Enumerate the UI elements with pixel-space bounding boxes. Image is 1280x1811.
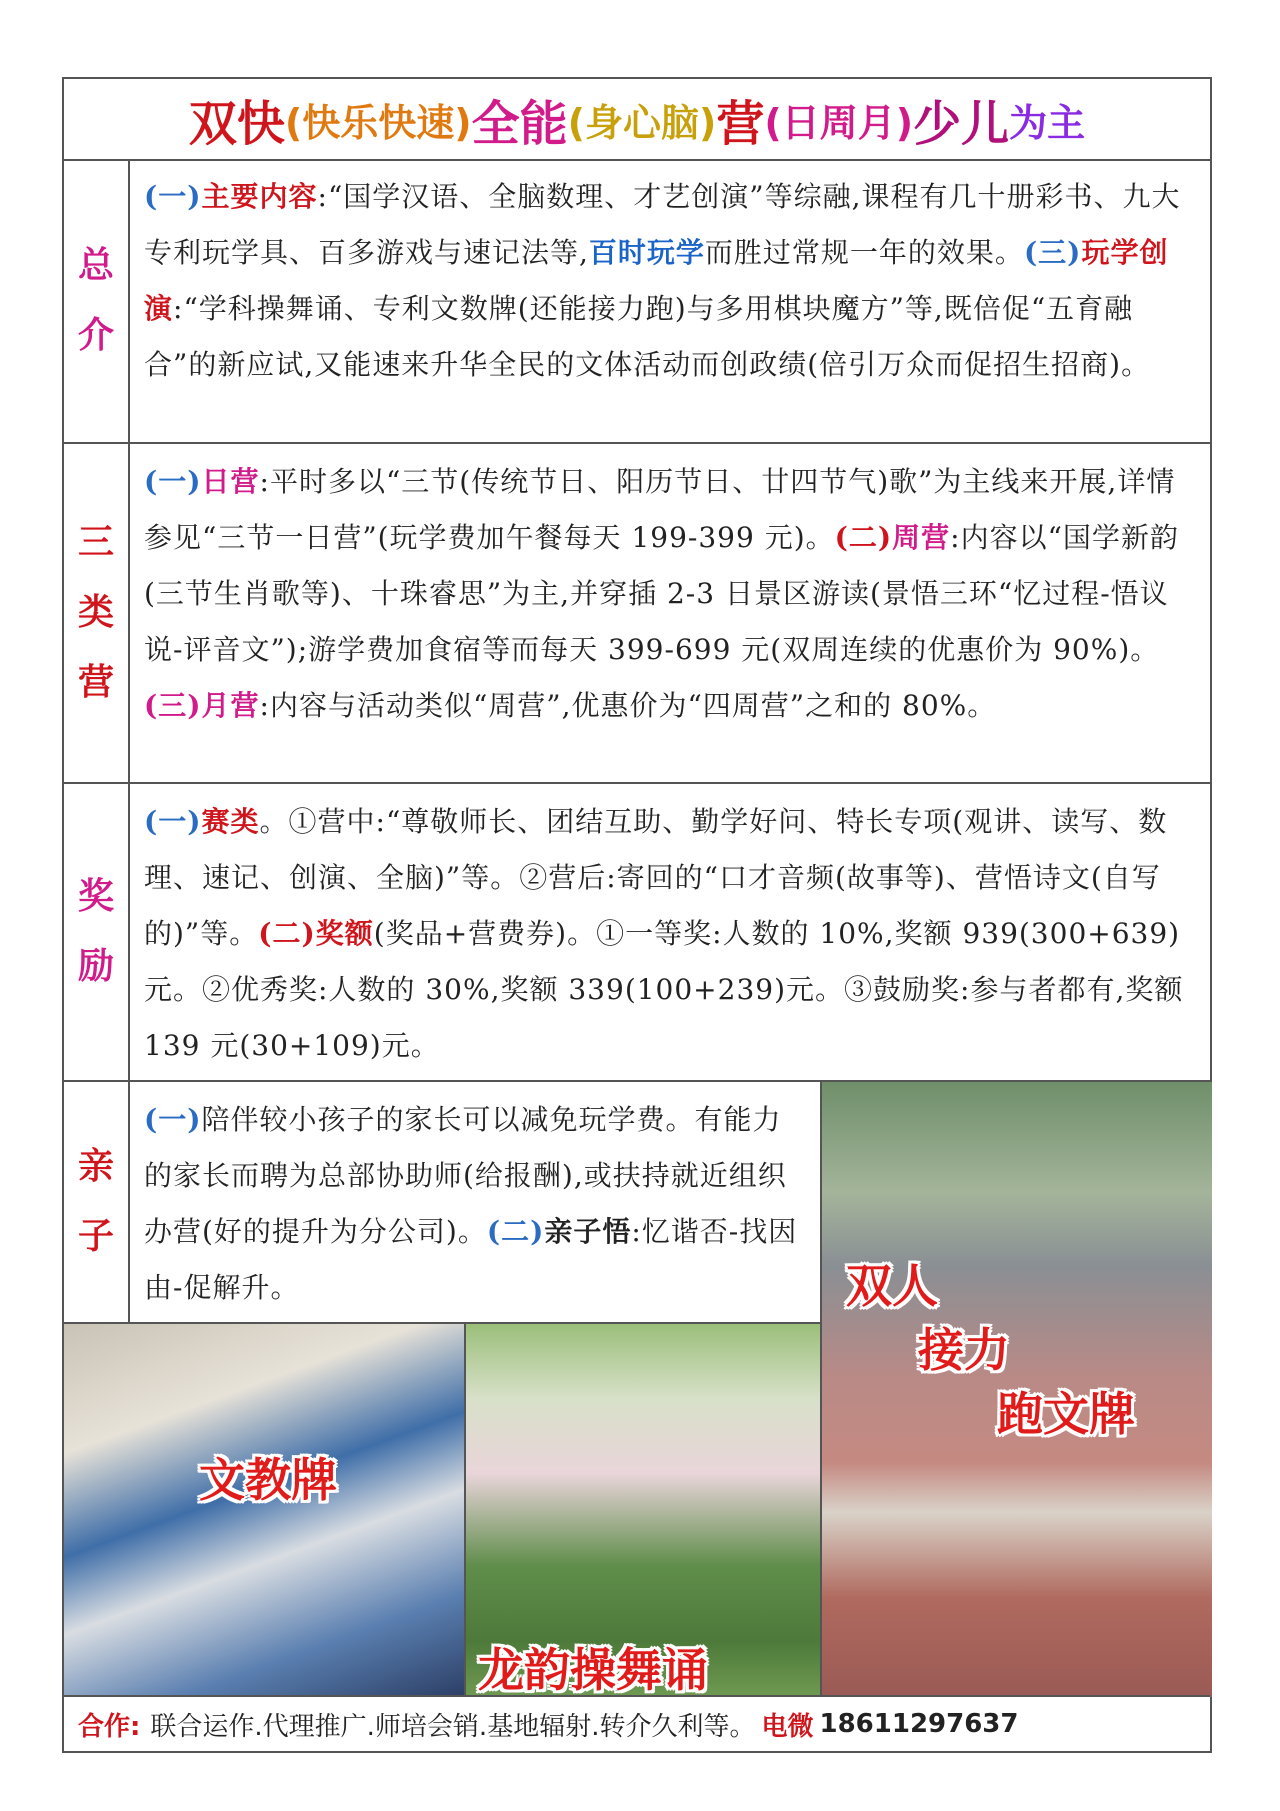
item-body: :内容与活动类似“周营”,优惠价为“四周营”之和的 80%。	[259, 689, 997, 722]
item-body: (奖品+营费券)。①一等奖:人数的 10%,奖额 939(300+639)元。②优秀奖:人数的 30%,奖额 339(100+239)元。③鼓励奖:参与者都有,奖额 139 元(30+109)元。	[144, 917, 1184, 1062]
item-heading: 赛类	[201, 805, 260, 838]
item-body: :忆谐否-找因由-促解升。	[144, 1215, 798, 1304]
section-label-char: 子	[77, 1216, 114, 1257]
item-number: (三)	[1023, 236, 1082, 269]
item-heading: 奖额	[315, 917, 374, 950]
title-part: 营	[716, 95, 765, 152]
section-text	[144, 454, 1200, 734]
item-number: (三)	[144, 689, 202, 722]
item-number: (二)	[258, 917, 316, 950]
section-label	[64, 444, 130, 782]
section-label-char: 总	[77, 244, 114, 286]
item-body: :内容以“国学新韵(三节生肖歌等)、十珠睿思”为主,并穿插 2-3 日景区游读(景悟三环“忆过程-悟议说-评音文”);游学费加食宿等而每天 399-699 元(双周连续的优惠价为 90%)。	[144, 521, 1179, 666]
poster-title	[64, 79, 1210, 161]
section-label-char: 介	[77, 314, 114, 356]
section-text	[144, 1092, 810, 1316]
footer-phone: 18611297637	[819, 1709, 1019, 1739]
item-number: (一)	[144, 180, 202, 213]
photo-caption: 双人	[846, 1259, 938, 1313]
photo-caption: 文教牌	[199, 1453, 337, 1507]
item-heading: 月营	[201, 689, 260, 722]
section-label-char: 三	[77, 522, 114, 563]
item-number: (一)	[144, 1103, 202, 1136]
item-heading: 日营	[201, 465, 260, 498]
item-heading: 玩学创演	[144, 236, 1169, 325]
section-label-char: 亲	[77, 1146, 114, 1187]
section-text	[144, 794, 1200, 1074]
title-part: (快乐快速)	[284, 100, 472, 145]
section-label-char: 奖	[77, 876, 114, 917]
item-heading: 主要内容	[201, 180, 318, 213]
section-awards	[64, 784, 1210, 1082]
footer-body: 联合运作.代理推广.师培会销.基地辐射.转介久利等。	[150, 1711, 756, 1742]
dance-photo	[464, 1322, 820, 1697]
photo-caption: 龙韵操舞诵	[478, 1643, 708, 1697]
footer-contact-label: 电微	[761, 1711, 814, 1742]
title-part: 少儿	[913, 95, 1010, 152]
cards-photo	[64, 1322, 464, 1697]
item-body: 而胜过常规一年的效果。	[704, 236, 1024, 269]
item-body: :“学科操舞诵、专利文数牌(还能接力跑)与多用棋块魔方”等,既倍促“五育融合”的新应试,又能速来升华全民的文体活动而创政绩(倍引万众而促招生招商)。	[144, 292, 1151, 381]
section-label	[64, 1082, 130, 1322]
title-part: (日周月)	[764, 100, 914, 145]
item-number: (一)	[144, 805, 202, 838]
section-camps	[64, 444, 1210, 784]
item-body: 陪伴较小孩子的家长可以减免玩学费。有能力的家长而聘为总部协助师(给报酬),或扶持就近组织办营(好的提升为分公司)。	[144, 1103, 787, 1248]
footer-label: 合作:	[78, 1711, 141, 1742]
title-part: (身心脑)	[567, 100, 717, 145]
section-label-char: 营	[77, 662, 114, 703]
item-body: 。①营中:“尊敬师长、团结互助、勤学好问、特长专项(观讲、读写、数理、速记、创演、全脑)”等。②营后:寄回的“口才音频(故事等)、营悟诗文(自写的)”等。	[144, 805, 1168, 950]
section-label	[64, 784, 130, 1080]
section-text	[144, 169, 1200, 393]
photo-caption: 接力	[918, 1323, 1010, 1377]
item-highlight: 百时玩学	[588, 236, 705, 269]
item-number: (一)	[144, 465, 202, 498]
footer	[64, 1695, 1210, 1751]
section-intro	[64, 159, 1210, 444]
item-number: (二)	[486, 1215, 545, 1248]
item-body: :平时多以“三节(传统节日、阳历节日、廿四节气)歌”为主线来开展,详情参见“三节一日营”(玩学费加午餐每天 199-399 元)。	[144, 465, 1176, 554]
item-heading: 周营	[892, 521, 951, 554]
poster-frame	[62, 77, 1212, 1753]
photo-caption: 跑文牌	[997, 1387, 1135, 1441]
section-label	[64, 159, 130, 442]
title-part: 为主	[1009, 100, 1086, 145]
item-heading: 亲子悟	[544, 1215, 632, 1248]
title-part: 双快	[188, 95, 285, 152]
title-part: 全能	[471, 95, 568, 152]
item-body: :“国学汉语、全脑数理、才艺创演”等综融,课程有几十册彩书、九大专利玩学具、百多游戏与速记法等,	[144, 180, 1181, 269]
item-number: (二)	[834, 521, 893, 554]
section-label-char: 类	[77, 592, 114, 633]
relay-photo	[820, 1082, 1212, 1697]
section-label-char: 励	[77, 946, 114, 987]
